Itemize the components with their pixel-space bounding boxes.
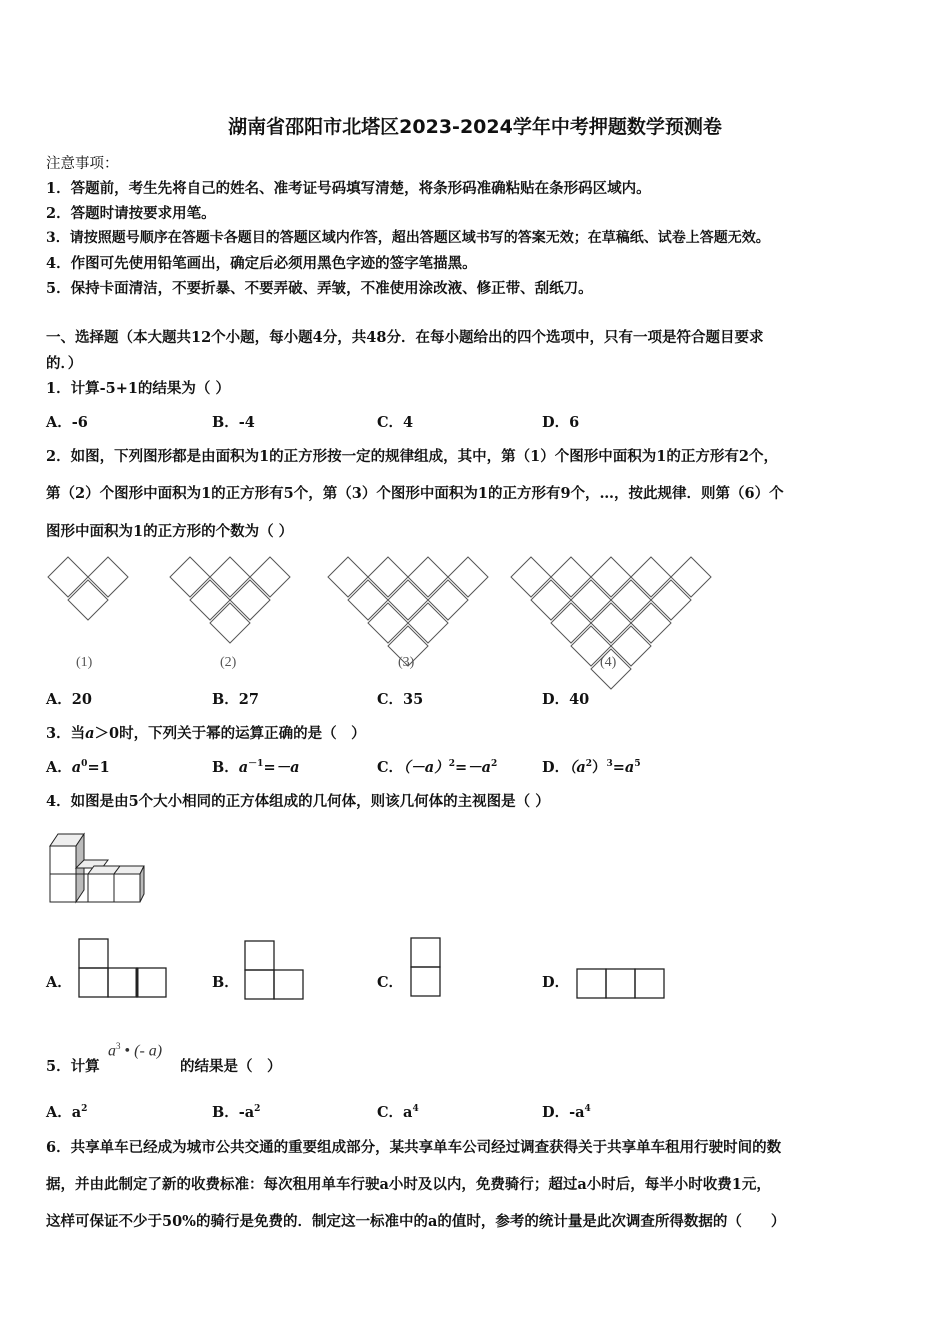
q5-option-a[interactable]: A．$a^2$ — [46, 1104, 88, 1121]
q6-stem-line2: 据，并由此制定了新的收费标准：每次租用单车行驶a小时及以内，免费骑行；超过a小时后，每半小时收费1元， — [46, 1176, 771, 1193]
q1-option-a[interactable]: A．-6 — [46, 414, 88, 431]
q3-option-b[interactable]: B．$a^{-1}=-a$ — [212, 759, 300, 776]
q4-option-b-view[interactable] — [244, 940, 304, 1002]
q5-expression: $a^3$ • (- a) — [108, 1041, 163, 1060]
q5-option-d[interactable]: D．$-a^4$ — [542, 1104, 591, 1121]
q4-option-c-view[interactable] — [410, 937, 442, 999]
diamond-square — [671, 557, 711, 597]
diamond-square — [448, 557, 488, 597]
section-heading-cont: 的．） — [46, 355, 83, 372]
q4-option-a-view[interactable] — [78, 938, 168, 1000]
diamond-square — [328, 557, 368, 597]
q4-option-c-label[interactable]: C． — [377, 974, 404, 991]
page-title: 湖南省邵阳市北塔区2023-2024学年中考押题数学预测卷 — [228, 116, 722, 138]
q5-stem: 5．计算 — [46, 1058, 100, 1075]
q5-stem-end: 的结果是（ ） — [180, 1058, 282, 1075]
q4-stem: 4．如图是由5个大小相同的正方体组成的几何体，则该几何体的主视图是（ ） — [46, 793, 550, 810]
diamond-square — [348, 580, 388, 620]
notice-item-1: 1．答题前，考生先将自己的姓名、准考证号码填写清楚，将条形码准确粘贴在条形码区域内。 — [46, 180, 651, 197]
q2-figure-label-2: (2) — [220, 655, 237, 670]
q3-stem: 3．当a＞0时，下列关于幂的运算正确的是（ ） — [46, 725, 366, 742]
q4-option-d-view[interactable] — [576, 968, 668, 1000]
diamond-square — [190, 580, 230, 620]
diamond-square — [408, 557, 448, 597]
diamond-square — [631, 603, 671, 643]
q2-option-a[interactable]: A．20 — [46, 691, 92, 708]
diamond-square — [368, 603, 408, 643]
notice-item-5: 5．保持卡面清洁，不要折暴、不要弄破、弄皱，不准使用涂改液、修正带、刮纸刀。 — [46, 280, 593, 297]
diamond-square — [611, 580, 651, 620]
q2-figure-label-4: (4) — [600, 655, 617, 670]
q1-option-d[interactable]: D．6 — [542, 414, 580, 431]
diamond-square — [571, 580, 611, 620]
q2-option-c[interactable]: C．35 — [377, 691, 424, 708]
diamond-square — [591, 603, 631, 643]
diamond-square — [551, 603, 591, 643]
q2-figure-label-1: (1) — [76, 655, 93, 670]
q2-stem-line3: 图形中面积为1的正方形的个数为（ ） — [46, 523, 294, 540]
q1-option-b[interactable]: B．-4 — [212, 414, 255, 431]
notice-heading: 注意事项： — [46, 156, 119, 172]
q6-stem-line3: 这样可保证不少于50%的骑行是免费的．制定这一标准中的a的值时，参考的统计量是此次调查所得数据的（ ） — [46, 1213, 786, 1230]
diamond-square — [368, 557, 408, 597]
diamond-square — [611, 626, 651, 666]
notice-item-2: 2．答题时请按要求用笔。 — [46, 205, 216, 222]
q1-stem: 1．计算-5+1的结果为（ ） — [46, 380, 230, 397]
q5-option-c[interactable]: C．$a^4$ — [377, 1104, 419, 1121]
q2-option-d[interactable]: D．40 — [542, 691, 590, 708]
q4-option-d-label[interactable]: D． — [542, 974, 570, 991]
q2-option-b[interactable]: B．27 — [212, 691, 259, 708]
diamond-square — [531, 580, 571, 620]
diamond-square — [631, 557, 671, 597]
diamond-square — [388, 580, 428, 620]
notice-item-3: 3．请按照题号顺序在答题卡各题目的答题区域内作答，超出答题区域书写的答案无效；在草稿纸、试卷上答题无效。 — [46, 230, 770, 246]
q3-option-a[interactable]: A．$a^0=1$ — [46, 759, 110, 776]
q1-option-c[interactable]: C．4 — [377, 414, 414, 431]
q4-option-b-label[interactable]: B． — [212, 974, 239, 991]
diamond-square — [651, 580, 691, 620]
q4-solid-figure — [46, 828, 146, 908]
q3-option-d[interactable]: D．$(a^2)^3=a^5$ — [542, 759, 641, 776]
diamond-square — [88, 557, 128, 597]
q5-option-b[interactable]: B．$-a^2$ — [212, 1104, 261, 1121]
q3-option-c[interactable]: C．$(-a)^2=-a^2$ — [377, 759, 498, 776]
diamond-square — [250, 557, 290, 597]
diamond-square — [591, 557, 631, 597]
q4-option-a-label[interactable]: A． — [46, 974, 72, 991]
diamond-square — [230, 580, 270, 620]
q6-stem-line1: 6．共享单车已经成为城市公共交通的重要组成部分，某共享单车公司经过调查获得关于共享单车租用行驶时间的数 — [46, 1139, 782, 1156]
diamond-square — [48, 557, 88, 597]
diamond-square — [551, 557, 591, 597]
diamond-square — [210, 557, 250, 597]
diamond-square — [170, 557, 210, 597]
diamond-square — [511, 557, 551, 597]
q2-stem-line1: 2．如图，下列图形都是由面积为1的正方形按一定的规律组成，其中，第（1）个图形中面积为1的正方形有2个， — [46, 448, 778, 465]
notice-item-4: 4．作图可先使用铅笔画出，确定后必须用黑色字迹的签字笔描黑。 — [46, 255, 477, 272]
q2-stem-line2: 第（2）个图形中面积为1的正方形有5个，第（3）个图形中面积为1的正方形有9个，…，按此规律．则第（6）个 — [46, 485, 784, 502]
diamond-square — [428, 580, 468, 620]
diamond-square — [68, 580, 108, 620]
section-heading: 一、选择题（本大题共12个小题，每小题4分，共48分．在每小题给出的四个选项中，只有一项是符合题目要求 — [46, 329, 764, 346]
diamond-square — [210, 603, 250, 643]
diamond-square — [408, 603, 448, 643]
q2-figure-label-3: (3) — [398, 655, 415, 670]
